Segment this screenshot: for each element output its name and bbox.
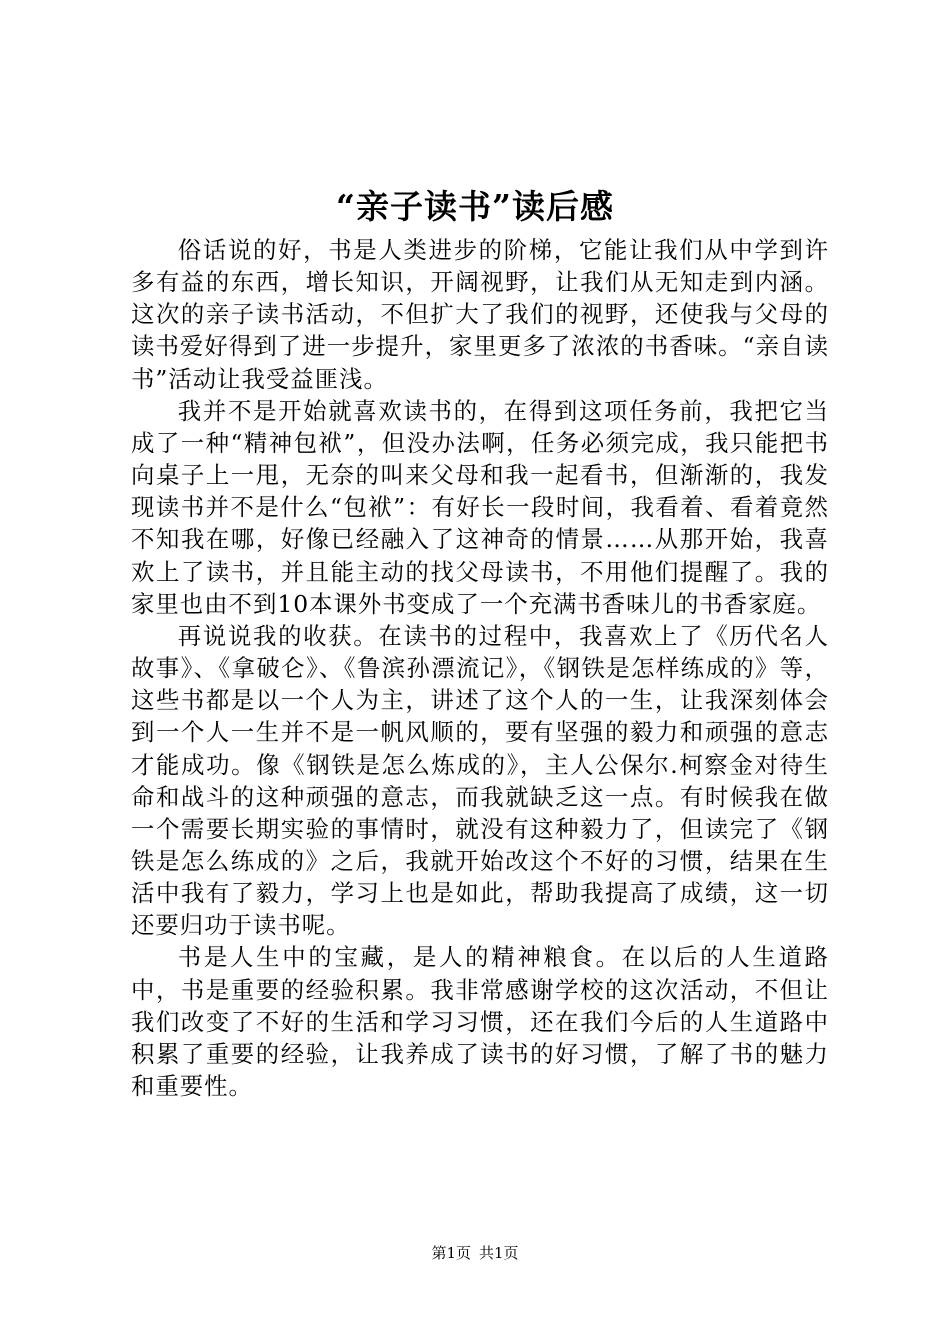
page-total: 共1页 [479, 1244, 519, 1262]
paragraph-3: 再说说我的收获。在读书的过程中，我喜欢上了《历代名人故事》、《拿破仑》、《鲁滨孙漂流记》，《钢铁是怎样练成的》等，这些书都是以一个人为主，讲述了这个人的一生，让我深刻体会到一个人一生并不是一帆风顺的，要有坚强的毅力和顽强的意志才能成功。像《钢铁是怎么炼成的》，主人公保尔.柯察金对待生命和战斗的这种顽强的意志，而我就缺乏这一点。有时候我在做一个需要长期实验的事情时，就没有这种毅力了，但读完了《钢铁是怎么练成的》之后，我就开始改这个不好的习惯，结果在生活中我有了毅力，学习上也是如此，帮助我提高了成绩，这一切还要归功于读书呢。 [131, 621, 829, 940]
paragraph-2: 我并不是开始就喜欢读书的，在得到这项任务前，我把它当成了一种“精神包袱”，但没办法啊，任务必须完成，我只能把书向桌子上一甩，无奈的叫来父母和我一起看书，但渐渐的，我发现读书并不是什么“包袱”：有好长一段时间，我看着、看着竟然不知我在哪，好像已经融入了这神奇的情景……从那开始，我喜欢上了读书，并且能主动的找父母读书，不用他们提醒了。我的家里也由不到10本课外书变成了一个充满书香味儿的书香家庭。 [131, 396, 829, 618]
document-body [131, 234, 829, 1102]
document-title: “亲子读书”读后感 [336, 187, 614, 226]
page-number: 第1页 [431, 1244, 471, 1262]
page-footer [0, 1243, 950, 1263]
paragraph-4: 书是人生中的宝藏，是人的精神粮食。在以后的人生道路中，书是重要的经验积累。我非常感谢学校的这次活动，不但让我们改变了不好的生活和学习习惯，还在我们今后的人生道路中积累了重要的经验，让我养成了读书的好习惯，了解了书的魅力和重要性。 [131, 943, 829, 1101]
paragraph-1: 俗话说的好，书是人类进步的阶梯，它能让我们从中学到许多有益的东西，增长知识，开阔视野，让我们从无知走到内涵。这次的亲子读书活动，不但扩大了我们的视野，还使我与父母的读书爱好得到了进一步提升，家里更多了浓浓的书香味。“亲自读书”活动让我受益匪浅。 [131, 236, 829, 393]
